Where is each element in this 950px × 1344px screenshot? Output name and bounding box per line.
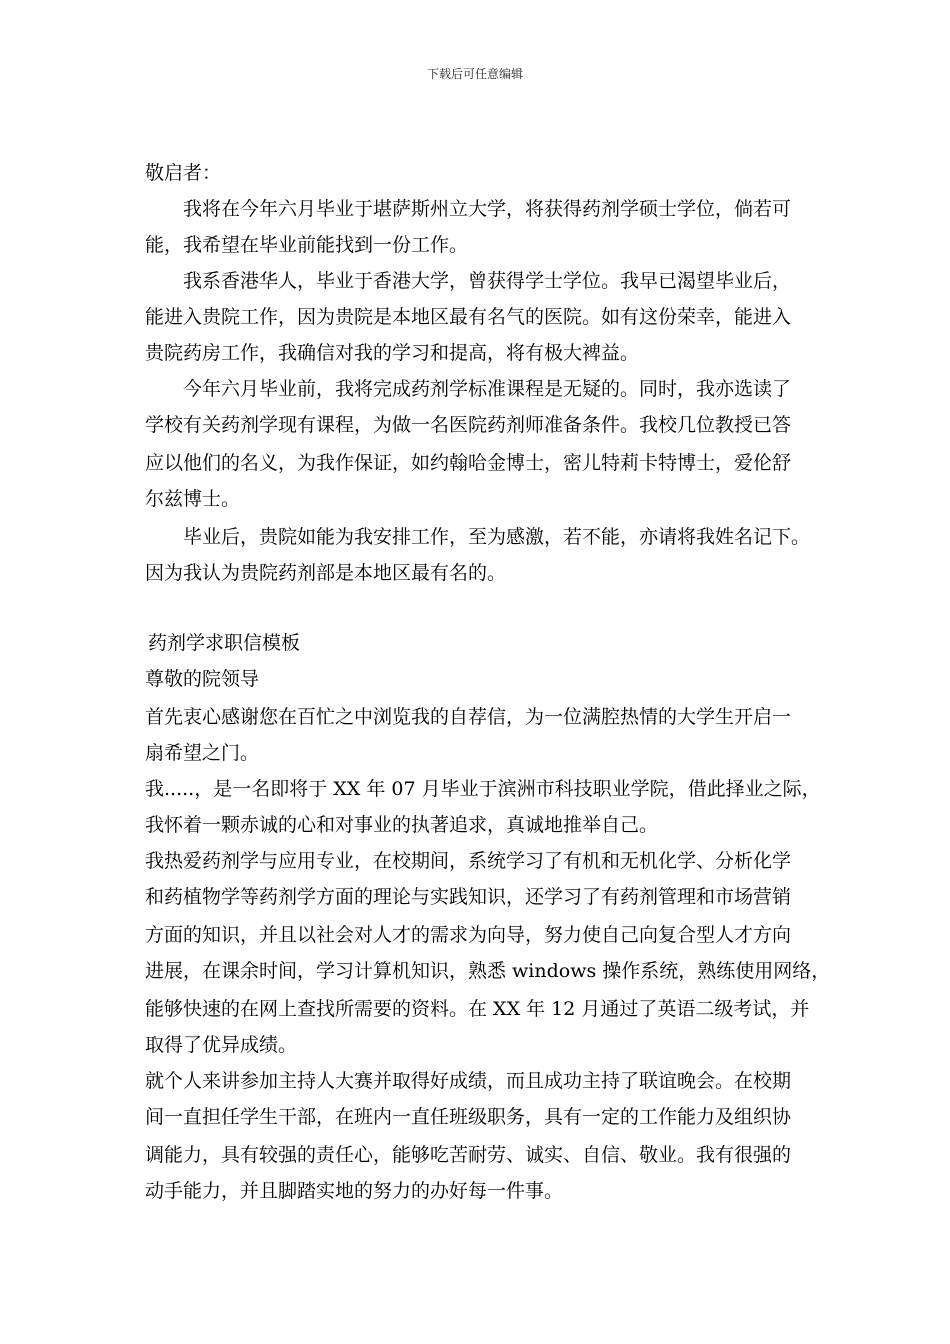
paragraph-line: 应以他们的名义，为我作保证，如约翰哈金博士，密儿特莉卡特博士，爱伦舒 (145, 452, 792, 474)
paragraph-line: 取得了优异成绩。 (145, 1034, 298, 1056)
paragraph-line: 我将在今年六月毕业于堪萨斯州立大学，将获得药剂学硕士学位，倘若可 (183, 198, 792, 220)
paragraph-line: 贵院药房工作，我确信对我的学习和提高，将有极大裨益。 (145, 342, 640, 364)
paragraph-line: 我热爱药剂学与应用专业，在校期间，系统学习了有机和无机化学、分析化学 (145, 850, 792, 872)
paragraph-line: 因为我认为贵院药剂部是本地区最有名的。 (145, 562, 507, 584)
paragraph-line: 进展，在课余时间，学习计算机知识，熟悉 windows 操作系统，熟练使用网络， (145, 960, 831, 982)
paragraph-line: 学校有关药剂学现有课程，为做一名医院药剂师准备条件。我校几位教授已答 (145, 414, 792, 436)
paragraph-line: 毕业后，贵院如能为我安排工作，至为感激，若不能，亦请将我姓名记下。 (183, 526, 811, 548)
paragraph-line: 今年六月毕业前，我将完成药剂学标准课程是无疑的。同时，我亦选读了 (183, 378, 792, 400)
letter-salutation: 敬启者： (145, 162, 222, 184)
paragraph-line: 间一直担任学生干部，在班内一直任班级职务，具有一定的工作能力及组织协 (145, 1106, 792, 1128)
paragraph-line: 尔兹博士。 (145, 488, 241, 510)
paragraph-line: 动手能力，并且脚踏实地的努力的办好每一件事。 (145, 1180, 564, 1202)
paragraph-line: 我系香港华人，毕业于香港大学，曾获得学士学位。我早已渴望毕业后， (183, 270, 792, 292)
paragraph-line: 和药植物学等药剂学方面的理论与实践知识，还学习了有药剂管理和市场营销 (145, 886, 792, 908)
page-header: 下载后可任意编辑 (426, 67, 523, 81)
paragraph-line: 我.....，是一名即将于 XX 年 07 月毕业于滨洲市科技职业学院，借此择业之际， (145, 778, 821, 800)
paragraph-line: 就个人来讲参加主持人大赛并取得好成绩，而且成功主持了联谊晚会。在校期 (145, 1070, 792, 1092)
paragraph-line: 扇希望之门。 (145, 742, 260, 764)
section-title: 药剂学求职信模板 (148, 632, 301, 654)
paragraph-line: 方面的知识，并且以社会对人才的需求为向导，努力使自己向复合型人才方向 (145, 924, 792, 946)
paragraph-line: 能，我希望在毕业前能找到一份工作。 (145, 234, 469, 256)
paragraph-line: 调能力，具有较强的责任心，能够吃苦耐劳、诚实、自信、敬业。我有很强的 (145, 1144, 792, 1166)
paragraph-line: 我怀着一颗赤诚的心和对事业的执著追求，真诚地推举自己。 (145, 814, 659, 836)
paragraph-line: 能进入贵院工作，因为贵院是本地区最有名气的医院。如有这份荣幸，能进入 (145, 306, 792, 328)
paragraph-line: 能够快速的在网上查找所需要的资料。在 XX 年 12 月通过了英语二级考试，并 (145, 998, 810, 1020)
paragraph-line: 首先衷心感谢您在百忙之中浏览我的自荐信，为一位满腔热情的大学生开启一 (145, 706, 792, 728)
letter-salutation: 尊敬的院领导 (145, 668, 260, 690)
